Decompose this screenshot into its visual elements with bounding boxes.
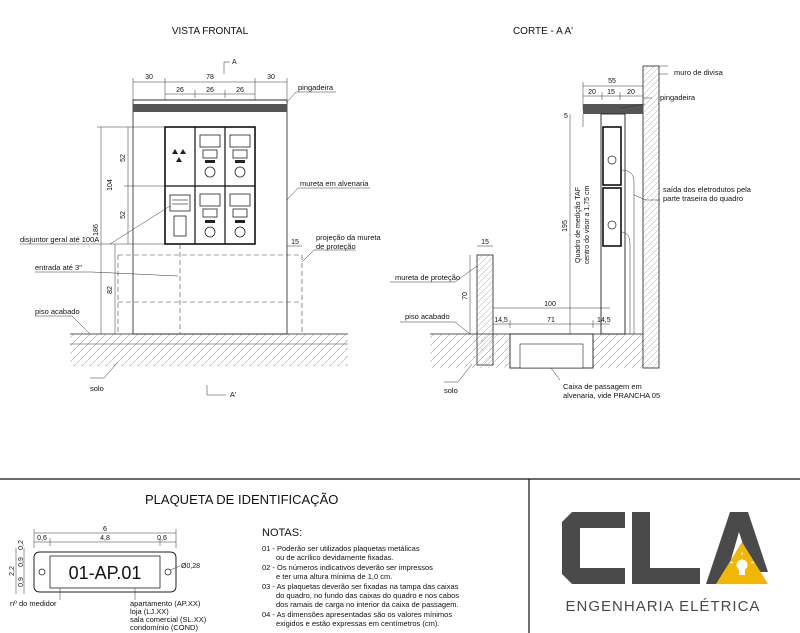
label-solo-front: solo bbox=[90, 384, 104, 393]
dim-5: 5 bbox=[564, 113, 568, 120]
dim-14-5-right: 14,5 bbox=[597, 317, 611, 324]
section-view bbox=[390, 26, 752, 400]
vertical-note-2: centro do visor a 1,75 cm bbox=[584, 185, 591, 265]
dim-top-center: 78 bbox=[206, 74, 214, 81]
company-logo bbox=[562, 512, 768, 615]
plaque-label-apt: apartamento (AP.XX) bbox=[130, 599, 201, 608]
plaque-label-loja: loja (LJ.XX) bbox=[130, 607, 169, 616]
plaque-dim-h-mid: 0,9 bbox=[18, 557, 25, 567]
note-line: exigidos e estão expressas em centímetros (cm). bbox=[276, 619, 440, 628]
dim-55: 55 bbox=[608, 78, 616, 85]
drip-cap-section bbox=[583, 104, 643, 114]
section-mark-bottom: A' bbox=[230, 392, 237, 399]
dim-186: 186 bbox=[93, 224, 100, 236]
plaque-hole-dim: Ø0,28 bbox=[181, 563, 201, 570]
dim-100: 100 bbox=[544, 301, 556, 308]
notes-title: NOTAS: bbox=[262, 527, 303, 539]
logo-letter-c bbox=[562, 512, 625, 584]
label-saida-2: parte traseira do quadro bbox=[663, 194, 744, 203]
plaque-dim-h-bot: 0,9 bbox=[18, 577, 25, 587]
plaque-number: 01-AP.01 bbox=[68, 563, 142, 583]
boundary-wall bbox=[643, 66, 659, 368]
section-view-title: CORTE - A A' bbox=[512, 26, 574, 37]
plaque-label-cond: condomínio (COND) bbox=[130, 623, 198, 632]
label-saida-1: saída dos eletrodutos pela bbox=[663, 185, 751, 194]
note-line: 04 - As dimensões apresentadas são os valores mínimos bbox=[262, 610, 453, 619]
note-line: do quadro, no fundo das caixas do quadro e nos cabos bbox=[276, 591, 460, 600]
note-line: 02 - Os números indicativos deverão ser impressos bbox=[262, 563, 433, 572]
note-line: 01 - Poderão ser utilizados plaquetas metálicas bbox=[262, 544, 420, 553]
section-mark-top: A bbox=[232, 59, 237, 66]
dim-top-left: 30 bbox=[145, 74, 153, 81]
front-ground bbox=[70, 334, 348, 366]
dim-top-right: 30 bbox=[267, 74, 275, 81]
dim-104: 104 bbox=[107, 179, 114, 191]
label-caixa-2: alvenaria, vide PRANCHA 05 bbox=[563, 391, 661, 400]
label-projecao-2: de proteção bbox=[316, 242, 356, 251]
plaque-dim-height: 2,2 bbox=[9, 566, 16, 576]
label-caixa-1: Caixa de passagem em bbox=[563, 382, 642, 391]
dim-box-3: 26 bbox=[236, 87, 244, 94]
note-line: ou de acrílico devidamente fixadas. bbox=[276, 553, 394, 562]
plaque-label-sala: sala comercial (SL.XX) bbox=[130, 615, 207, 624]
dim-20-left: 20 bbox=[588, 89, 596, 96]
plaque-dim-right: 0,6 bbox=[157, 535, 167, 542]
dim-14-5-left: 14,5 bbox=[494, 317, 508, 324]
note-line: 03 - As plaquetas deverão ser fixadas na tampa das caixas bbox=[262, 582, 459, 591]
dim-52-top: 52 bbox=[120, 154, 127, 162]
notes-section bbox=[262, 527, 459, 628]
front-view bbox=[20, 26, 381, 399]
label-entrada: entrada até 3" bbox=[35, 263, 82, 272]
dim-71: 71 bbox=[547, 317, 555, 324]
dim-15-section: 15 bbox=[481, 239, 489, 246]
drip-cap bbox=[133, 104, 287, 112]
dim-70: 70 bbox=[462, 292, 469, 300]
dim-box-1: 26 bbox=[176, 87, 184, 94]
dim-20-right: 20 bbox=[627, 89, 635, 96]
dim-box-2: 26 bbox=[206, 87, 214, 94]
plaque-dim-total: 6 bbox=[103, 526, 107, 533]
plaque-title: PLAQUETA DE IDENTIFICAÇÃO bbox=[145, 492, 339, 507]
plaque-dim-inner: 4,8 bbox=[100, 535, 110, 542]
dim-82: 82 bbox=[107, 286, 114, 294]
dim-52-bottom: 52 bbox=[120, 211, 127, 219]
label-disjuntor: disjuntor geral até 100A bbox=[20, 235, 100, 244]
dim-195: 195 bbox=[562, 220, 569, 232]
label-mureta-protecao: mureta de proteção bbox=[395, 273, 461, 282]
front-view-title: VISTA FRONTAL bbox=[171, 26, 249, 37]
label-projecao-1: projeção da mureta bbox=[316, 233, 381, 242]
dim-15: 15 bbox=[607, 89, 615, 96]
plaque-dim-left: 0,6 bbox=[37, 535, 47, 542]
plaque-label-meter: nº do medidor bbox=[10, 599, 57, 608]
meter-boxes bbox=[165, 127, 255, 244]
label-piso-front: piso acabado bbox=[35, 307, 80, 316]
dim-projection: 15 bbox=[291, 239, 299, 246]
note-line: dos ramais de carga no interior da caixa de passagem. bbox=[276, 600, 459, 609]
label-piso-section: piso acabado bbox=[405, 312, 450, 321]
label-pingadeira-front: pingadeira bbox=[298, 83, 334, 92]
label-solo-section: solo bbox=[444, 386, 458, 395]
label-muro: muro de divisa bbox=[674, 68, 723, 77]
logo-letter-l bbox=[632, 512, 700, 584]
label-pingadeira-section: pingadeira bbox=[660, 93, 696, 102]
note-line: e ter uma altura mínima de 1,0 cm. bbox=[276, 572, 393, 581]
plaque-dim-h-top: 0,2 bbox=[18, 540, 25, 550]
vertical-note-1: Quadro de medição TAF bbox=[575, 186, 582, 264]
label-mureta: mureta em alvenaria bbox=[300, 179, 369, 188]
logo-subtitle: ENGENHARIA ELÉTRICA bbox=[565, 598, 761, 615]
